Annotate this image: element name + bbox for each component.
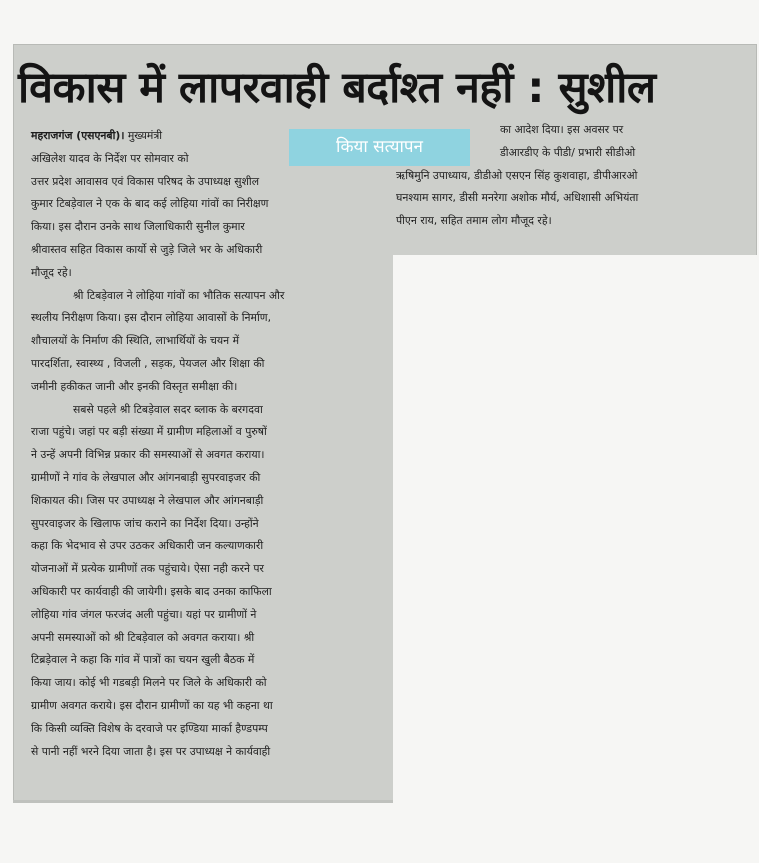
text-line: जमीनी हकीकत जानी और इनकी विस्तृत समीक्षा की। [31,379,238,393]
text-line: शौचालयों के निर्माण की स्थिति, लाभार्थियों के चयन में [31,334,240,348]
left-column [31,125,386,797]
text-line: श्री टिबड़ेवाल ने लोहिया गांवों का भौतिक सत्यापन और [73,288,285,302]
text-line: ने उन्हें अपनी विभिन्न प्रकार की समस्याओं से अवगत कराया। [31,448,265,462]
text-line: लोहिया गांव जंगल फरजंद अली पहुंचा। यहां पर ग्रामीणों ने [31,607,257,621]
dateline: महराजगंज (एसएनबी)। [31,129,125,142]
text-line: ग्रामीण अवगत कराये। इस दौरान ग्रामीणों का यह भी कहना था [31,698,273,712]
tag-box: किया सत्यापन [289,129,470,166]
text-line: अपनी समस्याओं को श्री टिबड़ेवाल को अवगत कराया। श्री [31,630,255,644]
text-line [31,125,285,148]
text-line: कि किसी व्यक्ति विशेष के दरवाजे पर इण्डिया मार्का हैण्डपम्प [31,721,268,735]
text-line: डीआरडीए के पीडी/ प्रभारी सीडीओ [500,145,636,159]
text-line: कुमार टिबड़ेवाल ने एक के बाद कई लोहिया गांवों का निरीक्षण [31,197,269,211]
text-line: अखिलेश यादव के निर्देश पर सोमवार को [31,151,189,165]
text-line: का आदेश दिया। इस अवसर पर [500,123,624,136]
text-line: शिकायत की। जिस पर उपाध्यक्ष ने लेखपाल और आंगनबाड़ी [31,493,264,507]
text-line: पीएन राय, सहित तमाम लोग मौजूद रहे। [396,214,552,228]
right-column [396,119,752,249]
text-line: योजनाओं में प्रत्येक ग्रामीणों तक पहुंचाये। ऐसा नही करने पर [31,562,264,576]
text-line: ऋषिमुनि उपाध्याय, डीडीओ एसएन सिंह कुशवाहा, डीपीआरओ [396,168,638,182]
text-line: सुपरवाइजर के खिलाफ जांच कराने का निर्देश दिया। उन्होंने [31,516,259,530]
clipping-cut-out-area [393,255,759,863]
text-line: उत्तर प्रदेश आवासव एवं विकास परिषद के उपाध्यक्ष सुशील [31,174,260,188]
text-line: पारदर्शिता, स्वास्थ्य , विजली , सड़क, पेयजल और शिक्षा की [31,356,265,370]
text-line: श्रीवास्तव सहित विकास कार्यो से जुड़े जिले भर के अधिकारी [31,242,263,256]
text-line-part: मुख्यमंत्री [124,129,163,142]
text-line: सबसे पहले श्री टिबड़ेवाल सदर ब्लाक के बरगदवा [73,402,263,416]
text-line: किया। इस दौरान उनके साथ जिलाधिकारी सुनील कुमार [31,220,245,234]
text-line: अधिकारी पर कार्यवाही की जायेगी। इसके बाद उनका काफिला [31,584,272,598]
text-line: टिब्रड़ेवाल ने कहा कि गांव में पात्रों का चयन खुली बैठक में [31,653,255,667]
text-line: मौजूद रहे। [31,265,72,279]
clipping-bottom-edge [13,800,393,803]
headline: विकास में लापरवाही बर्दाश्त नहीं : सुशील [18,63,656,113]
text-line: स्थलीय निरीक्षण किया। इस दौरान लोहिया आवासों के निर्माण, [31,311,272,325]
text-line: किया जाय। कोई भी गडबड़ी मिलने पर जिले के अधिकारी को [31,676,267,690]
text-line: से पानी नहीं भरने दिया जाता है। इस पर उपाध्यक्ष ने कार्यवाही [31,744,271,758]
text-line: घनश्याम सागर, डीसी मनरेगा अशोक मौर्य, अधिशासी अभियंता [396,191,639,205]
text-line: राजा पहुंचे। जहां पर बड़ी संख्या में ग्रामीण महिलाओं व पुरुषों [31,425,267,439]
text-line: ग्रामीणों ने गांव के लेखपाल और आंगनबाड़ी सुपरवाइजर की [31,470,261,484]
text-line: कहा कि भेदभाव से उपर उठकर अधिकारी जन कल्याणकारी [31,539,264,553]
